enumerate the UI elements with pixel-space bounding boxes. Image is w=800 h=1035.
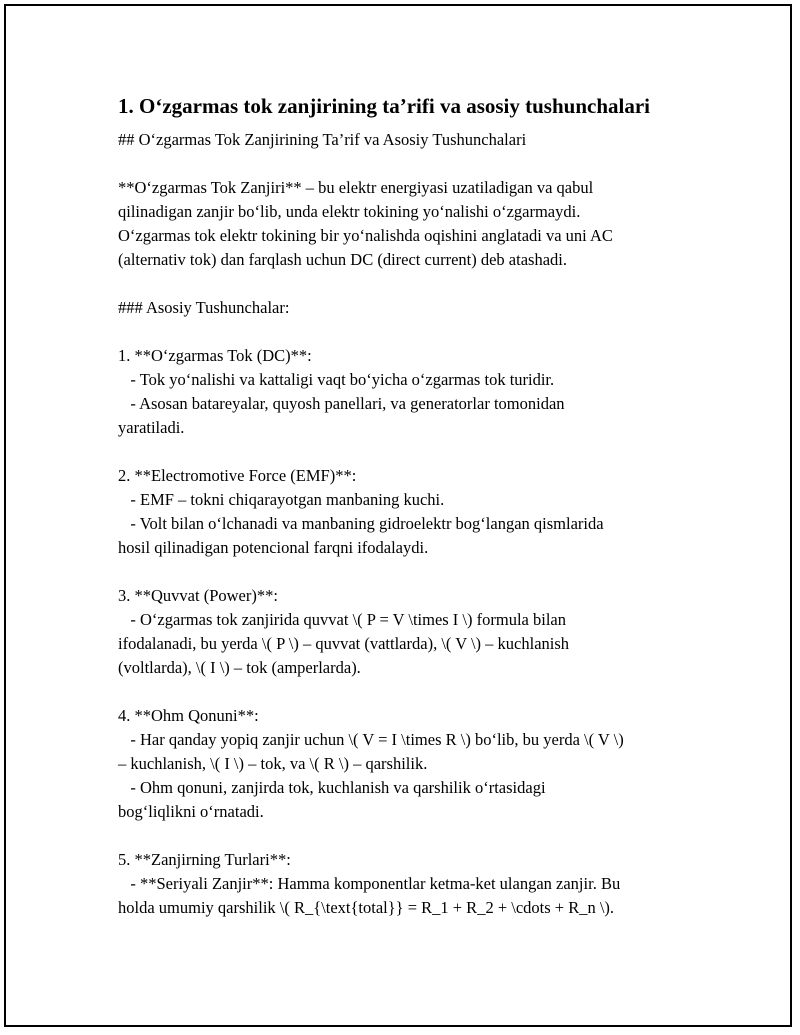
blank-line xyxy=(118,440,698,464)
document-text xyxy=(118,128,698,920)
text-line: 5. **Zanjirning Turlari**: xyxy=(118,850,291,869)
text-line: ## O‘zgarmas Tok Zanjirining Ta’rif va Asosiy Tushunchalari xyxy=(118,130,527,149)
blank-line xyxy=(118,320,698,344)
text-line: - EMF – tokni chiqarayotgan manbaning kuchi. xyxy=(118,490,445,509)
text-line: - Volt bilan o‘lchanadi va manbaning gidroelektr bog‘langan qismlarida xyxy=(118,514,604,533)
text-line: - **Seriyali Zanjir**: Hamma komponentlar ketma-ket ulangan zanjir. Bu xyxy=(118,874,621,893)
text-line: ifodalanadi, bu yerda \( P \) – quvvat (vattlarda), \( V \) – kuchlanish xyxy=(118,634,570,653)
document-body xyxy=(118,92,698,920)
document-title: 1. O‘zgarmas tok zanjirining ta’rifi va asosiy tushunchalari xyxy=(118,94,651,118)
text-line: - O‘zgarmas tok zanjirida quvvat \( P = V \times I \) formula bilan xyxy=(118,610,566,629)
text-line: **O‘zgarmas Tok Zanjiri** – bu elektr energiyasi uzatiladigan va qabul xyxy=(118,178,594,197)
text-line: ### Asosiy Tushunchalar: xyxy=(118,298,290,317)
text-line: bog‘liqlikni o‘rnatadi. xyxy=(118,802,264,821)
text-line: - Har qanday yopiq zanjir uchun \( V = I \times R \) bo‘lib, bu yerda \( V \) xyxy=(118,730,624,749)
text-line: qilinadigan zanjir bo‘lib, unda elektr tokining yo‘nalishi o‘zgarmaydi. xyxy=(118,202,581,221)
blank-line xyxy=(118,272,698,296)
text-line: (voltlarda), \( I \) – tok (amperlarda). xyxy=(118,658,361,677)
text-line: 3. **Quvvat (Power)**: xyxy=(118,586,278,605)
text-line: - Asosan batareyalar, quyosh panellari, va generatorlar tomonidan xyxy=(118,394,565,413)
text-line: (alternativ tok) dan farqlash uchun DC (direct current) deb atashadi. xyxy=(118,250,567,269)
blank-line xyxy=(118,560,698,584)
text-line: 2. **Electromotive Force (EMF)**: xyxy=(118,466,357,485)
blank-line xyxy=(118,824,698,848)
text-line: hosil qilinadigan potencional farqni ifodalaydi. xyxy=(118,538,429,557)
text-line: - Ohm qonuni, zanjirda tok, kuchlanish va qarshilik o‘rtasidagi xyxy=(118,778,546,797)
blank-line xyxy=(118,680,698,704)
text-line: – kuchlanish, \( I \) – tok, va \( R \) – qarshilik. xyxy=(118,754,428,773)
text-line: holda umumiy qarshilik \( R_{\text{total}} = R_1 + R_2 + \cdots + R_n \). xyxy=(118,898,615,917)
text-line: 1. **O‘zgarmas Tok (DC)**: xyxy=(118,346,312,365)
text-line: yaratiladi. xyxy=(118,418,185,437)
text-line: - Tok yo‘nalishi va kattaligi vaqt bo‘yicha o‘zgarmas tok turidir. xyxy=(118,370,555,389)
text-line: 4. **Ohm Qonuni**: xyxy=(118,706,259,725)
blank-line xyxy=(118,152,698,176)
text-line: O‘zgarmas tok elektr tokining bir yo‘nalishda oqishini anglatadi va uni AC xyxy=(118,226,613,245)
